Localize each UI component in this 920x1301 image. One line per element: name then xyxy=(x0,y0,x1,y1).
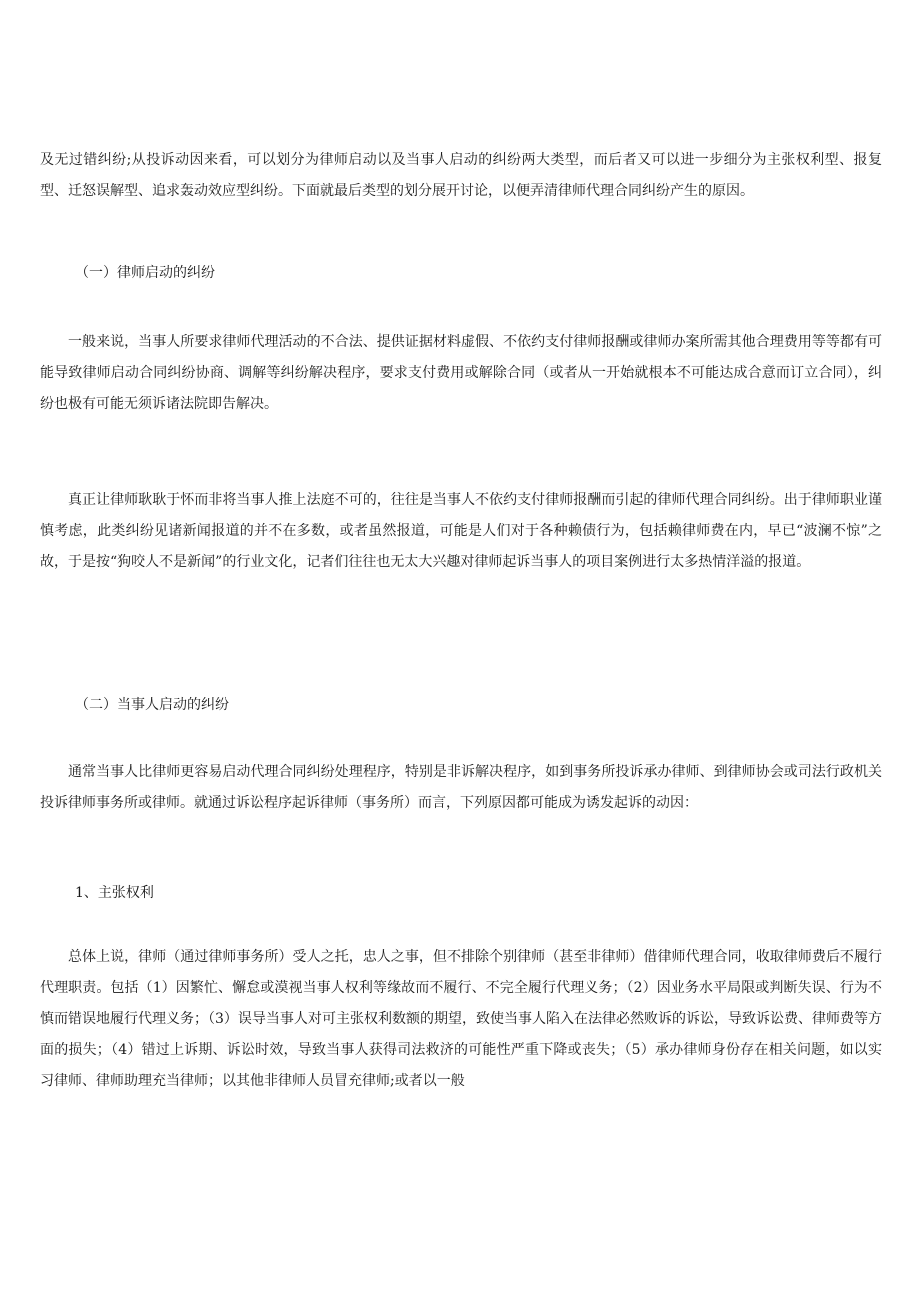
subsection-heading-claim-rights: 1、主张权利 xyxy=(75,885,154,901)
section-heading-lawyer-initiated: （一）律师启动的纠纷 xyxy=(75,265,215,281)
paragraph-claim-rights: 总体上说，律师（通过律师事务所）受人之托，忠人之事，但不排除个别律师（甚至非律师）借律师代理合同，收取律师费后不履行代理职责。包括（1）因繁忙、懈怠或漠视当事人权利等缘故而不履行、不完全履行代理义务；（2）因业务水平局限或判断失误、行为不慎而错误地履行代理义务；（3）误导当事人对可主张权利数额的期望，致使当事人陷入在法律必然败诉的诉讼，导致诉讼费、律师费等方面的损失；（4）错过上诉期、诉讼时效，导致当事人获得司法救济的可能性严重下降或丧失；（5）承办律师身份存在相关问题，如以实习律师、律师助理充当律师；以其他非律师人员冒充律师;或者以一般 xyxy=(40,949,882,1089)
paragraph-lawyer-disputes-2: 真正让律师耿耿于怀而非将当事人推上法庭不可的，往往是当事人不依约支付律师报酬而引起的律师代理合同纠纷。出于律师职业谨慎考虑，此类纠纷见诸新闻报道的并不在多数，或者虽然报道，可能是人们对于各种赖债行为，包括赖律师费在内，早已“波澜不惊”之故，于是按“狗咬人不是新闻”的行业文化，记者们往往也无太大兴趣对律师起诉当事人的项目案例进行太多热情洋溢的报道。 xyxy=(40,492,882,570)
section-heading-party-initiated: （二）当事人启动的纠纷 xyxy=(75,697,229,713)
paragraph-lawyer-disputes-1: 一般来说，当事人所要求律师代理活动的不合法、提供证据材料虚假、不依约支付律师报酬或律师办案所需其他合理费用等等都有可能导致律师启动合同纠纷协商、调解等纠纷解决程序，要求支付费用或解除合同（或者从一开始就根本不可能达成合意而订立合同），纠纷也极有可能无须诉诸法院即告解决。 xyxy=(40,334,882,412)
paragraph-party-disputes-1: 通常当事人比律师更容易启动代理合同纠纷处理程序，特别是非诉解决程序，如到事务所投诉承办律师、到律师协会或司法行政机关投诉律师事务所或律师。就通过诉讼程序起诉律师（事务所）而言，下列原因都可能成为诱发起诉的动因： xyxy=(40,764,882,811)
paragraph-intro: 及无过错纠纷;从投诉动因来看，可以划分为律师启动以及当事人启动的纠纷两大类型，而后者又可以进一步细分为主张权利型、报复型、迁怒误解型、追求轰动效应型纠纷。下面就最后类型的划分展开讨论，以便弄清律师代理合同纠纷产生的原因。 xyxy=(40,152,882,199)
